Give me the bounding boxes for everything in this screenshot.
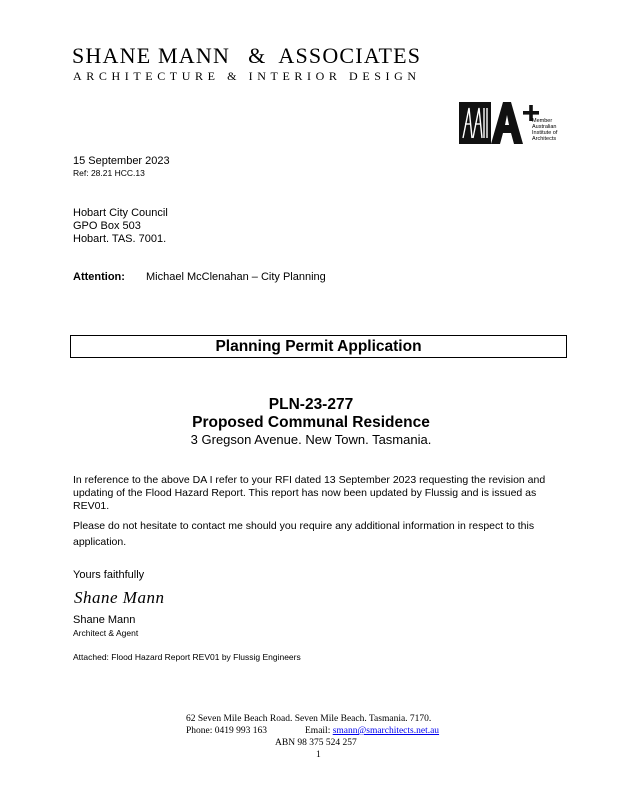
recipient-city: Hobart. TAS. 7001. [73, 233, 167, 245]
firm-tagline: ARCHITECTURE & INTERIOR DESIGN [73, 69, 421, 83]
recipient-name: Hobart City Council [73, 207, 168, 219]
project-title: Proposed Communal Residence [192, 414, 430, 431]
footer-abn: ABN 98 375 524 257 [275, 738, 357, 748]
firm-name [72, 43, 421, 69]
body-paragraph-2: Please do not hesitate to contact me should you require any additional information in respect to this application. [73, 520, 535, 548]
letter-reference: Ref: 28.21 HCC.13 [73, 168, 145, 178]
footer-email-link[interactable]: smann@smarchitects.net.au [332, 726, 440, 736]
letter-date: 15 September 2023 [73, 155, 170, 167]
subject-box [70, 335, 567, 358]
page-number: 1 [316, 750, 321, 760]
footer-email [305, 726, 439, 736]
member-logo-text: Member Australian Institute of Architects [532, 118, 558, 142]
firm-name-ampersand: & [248, 43, 267, 68]
subject-title: Planning Permit Application [215, 337, 422, 355]
project-address: 3 Gregson Avenue. New Town. Tasmania. [190, 432, 432, 447]
body-paragraph-1: In reference to the above DA I refer to your RFI dated 13 September 2023 requesting the revision and updating of the Flood Hazard Report. This report has now been updated by Flussig and is issued as REV01. [73, 474, 546, 512]
footer-address: 62 Seven Mile Beach Road. Seven Mile Beach. Tasmania. 7170. [186, 714, 432, 724]
project-number: PLN-23-277 [268, 396, 354, 413]
attachment-note: Attached: Flood Hazard Report REV01 by Flussig Engineers [73, 652, 301, 662]
footer-phone: Phone: 0419 993 163 [186, 726, 268, 736]
closing: Yours faithfully [73, 569, 145, 581]
attention-value: Michael McClenahan – City Planning [146, 271, 326, 283]
signature: Shane Mann [74, 588, 165, 607]
footer-email-label: Email: [305, 726, 331, 736]
signatory-title: Architect & Agent [73, 628, 139, 638]
recipient-po-box: GPO Box 503 [73, 220, 141, 232]
firm-name-left: SHANE MANN [72, 43, 231, 68]
firm-name-right: ASSOCIATES [278, 43, 422, 68]
attention-label: Attention: [73, 271, 125, 283]
signatory-name: Shane Mann [73, 614, 136, 626]
